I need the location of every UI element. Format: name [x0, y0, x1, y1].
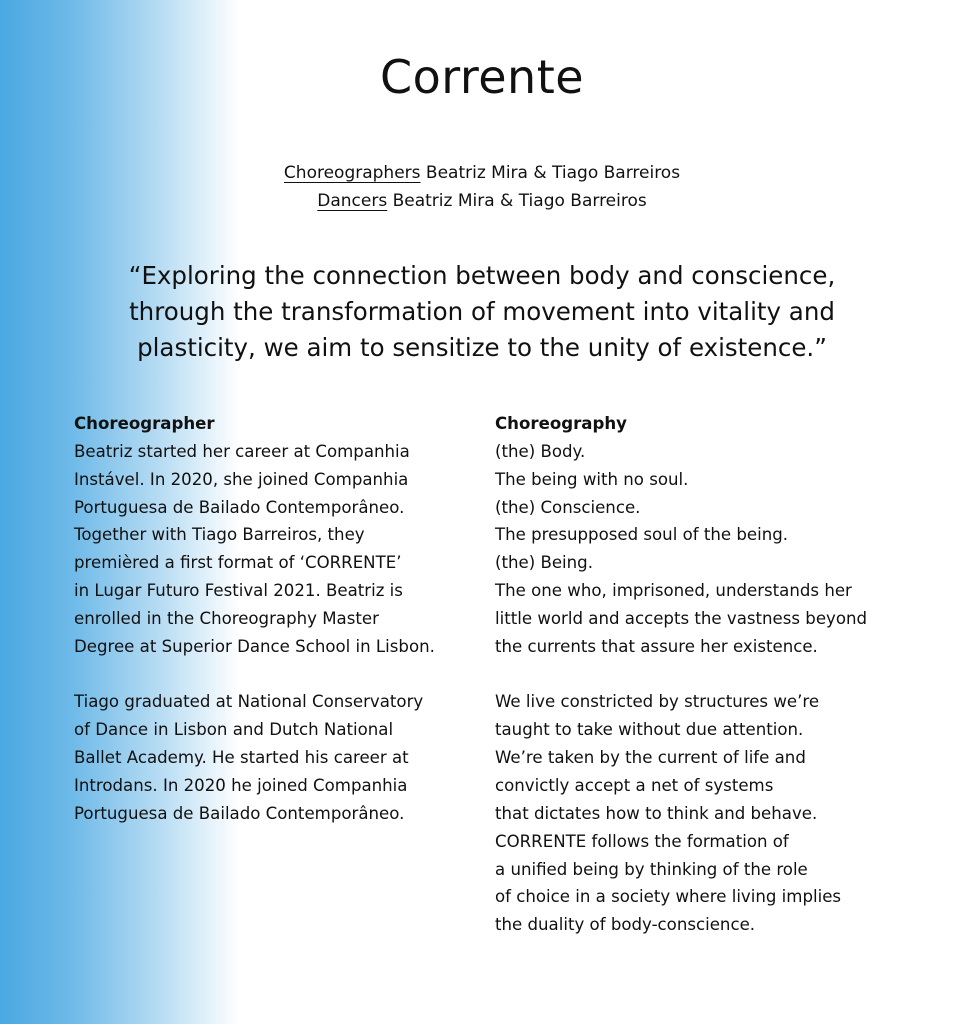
text-line: We’re taken by the current of life and: [495, 748, 806, 768]
paragraph-gap: [74, 661, 484, 689]
text-line: We live constricted by structures we’re: [495, 692, 820, 712]
text-line: premièred a first format of ‘CORRENTE’: [74, 553, 402, 573]
text-line: Beatriz started her career at Companhia: [74, 441, 410, 461]
text-line: CORRENTE follows the formation of: [495, 831, 789, 851]
text-line: little world and accepts the vastness beyond: [495, 608, 868, 628]
bio-tiago: [74, 688, 484, 827]
column-heading: Choreographer: [74, 414, 215, 433]
text-line: Portuguesa de Bailado Contemporâneo.: [74, 497, 405, 517]
text-line: the currents that assure her existence.: [495, 636, 818, 656]
text-line: taught to take without due attention.: [495, 720, 804, 740]
text-line: (the) Conscience.: [495, 497, 641, 517]
credits: [0, 159, 964, 215]
text-line: that dictates how to think and behave.: [495, 803, 818, 823]
text-line: Tiago graduated at National Conservatory: [74, 692, 424, 712]
text-line: of Dance in Lisbon and Dutch National: [74, 720, 394, 740]
paragraph-gap: [495, 661, 915, 689]
text-line: (the) Body.: [495, 441, 586, 461]
page-title: Corrente: [379, 50, 585, 104]
text-line: (the) Being.: [495, 553, 593, 573]
credit-dancers: [0, 187, 964, 215]
text-line: The presupposed soul of the being.: [495, 525, 789, 545]
choreography-text-1: [495, 438, 915, 661]
credit-choreographers: [0, 159, 964, 187]
text-line: Degree at Superior Dance School in Lisbon.: [74, 636, 435, 656]
column-heading: Choreography: [495, 414, 627, 433]
text-line: in Lugar Futuro Festival 2021. Beatriz is: [74, 581, 403, 601]
text-line: Portuguesa de Bailado Contemporâneo.: [74, 803, 405, 823]
text-line: Instável. In 2020, she joined Companhia: [74, 469, 409, 489]
credit-names: Beatriz Mira & Tiago Barreiros: [392, 191, 647, 211]
text-line: Together with Tiago Barreiros, they: [74, 525, 365, 545]
choreography-column: [495, 410, 915, 939]
choreography-text-2: [495, 688, 915, 939]
credit-role: Dancers: [317, 191, 388, 211]
text-line: of choice in a society where living implies: [495, 887, 842, 907]
text-line: enrolled in the Choreography Master: [74, 608, 379, 628]
bio-beatriz: [74, 438, 484, 661]
text-line: convictly accept a net of systems: [495, 775, 774, 795]
text-line: Ballet Academy. He started his career at: [74, 748, 409, 768]
credit-names: Beatriz Mira & Tiago Barreiros: [425, 163, 681, 183]
text-line: the duality of body-conscience.: [495, 915, 756, 935]
quote-line: “Exploring the connection between body and conscience,: [128, 261, 836, 290]
text-line: Introdans. In 2020 he joined Companhia: [74, 775, 408, 795]
text-line: a unified being by thinking of the role: [495, 859, 808, 879]
text-line: The being with no soul.: [495, 469, 689, 489]
credit-role: Choreographers: [283, 163, 421, 183]
quote-line: through the transformation of movement into vitality and: [129, 297, 835, 326]
quote-line: plasticity, we aim to sensitize to the unity of existence.”: [137, 333, 827, 362]
text-line: The one who, imprisoned, understands her: [495, 581, 852, 601]
pull-quote: [0, 258, 964, 366]
choreographer-column: [74, 410, 484, 828]
